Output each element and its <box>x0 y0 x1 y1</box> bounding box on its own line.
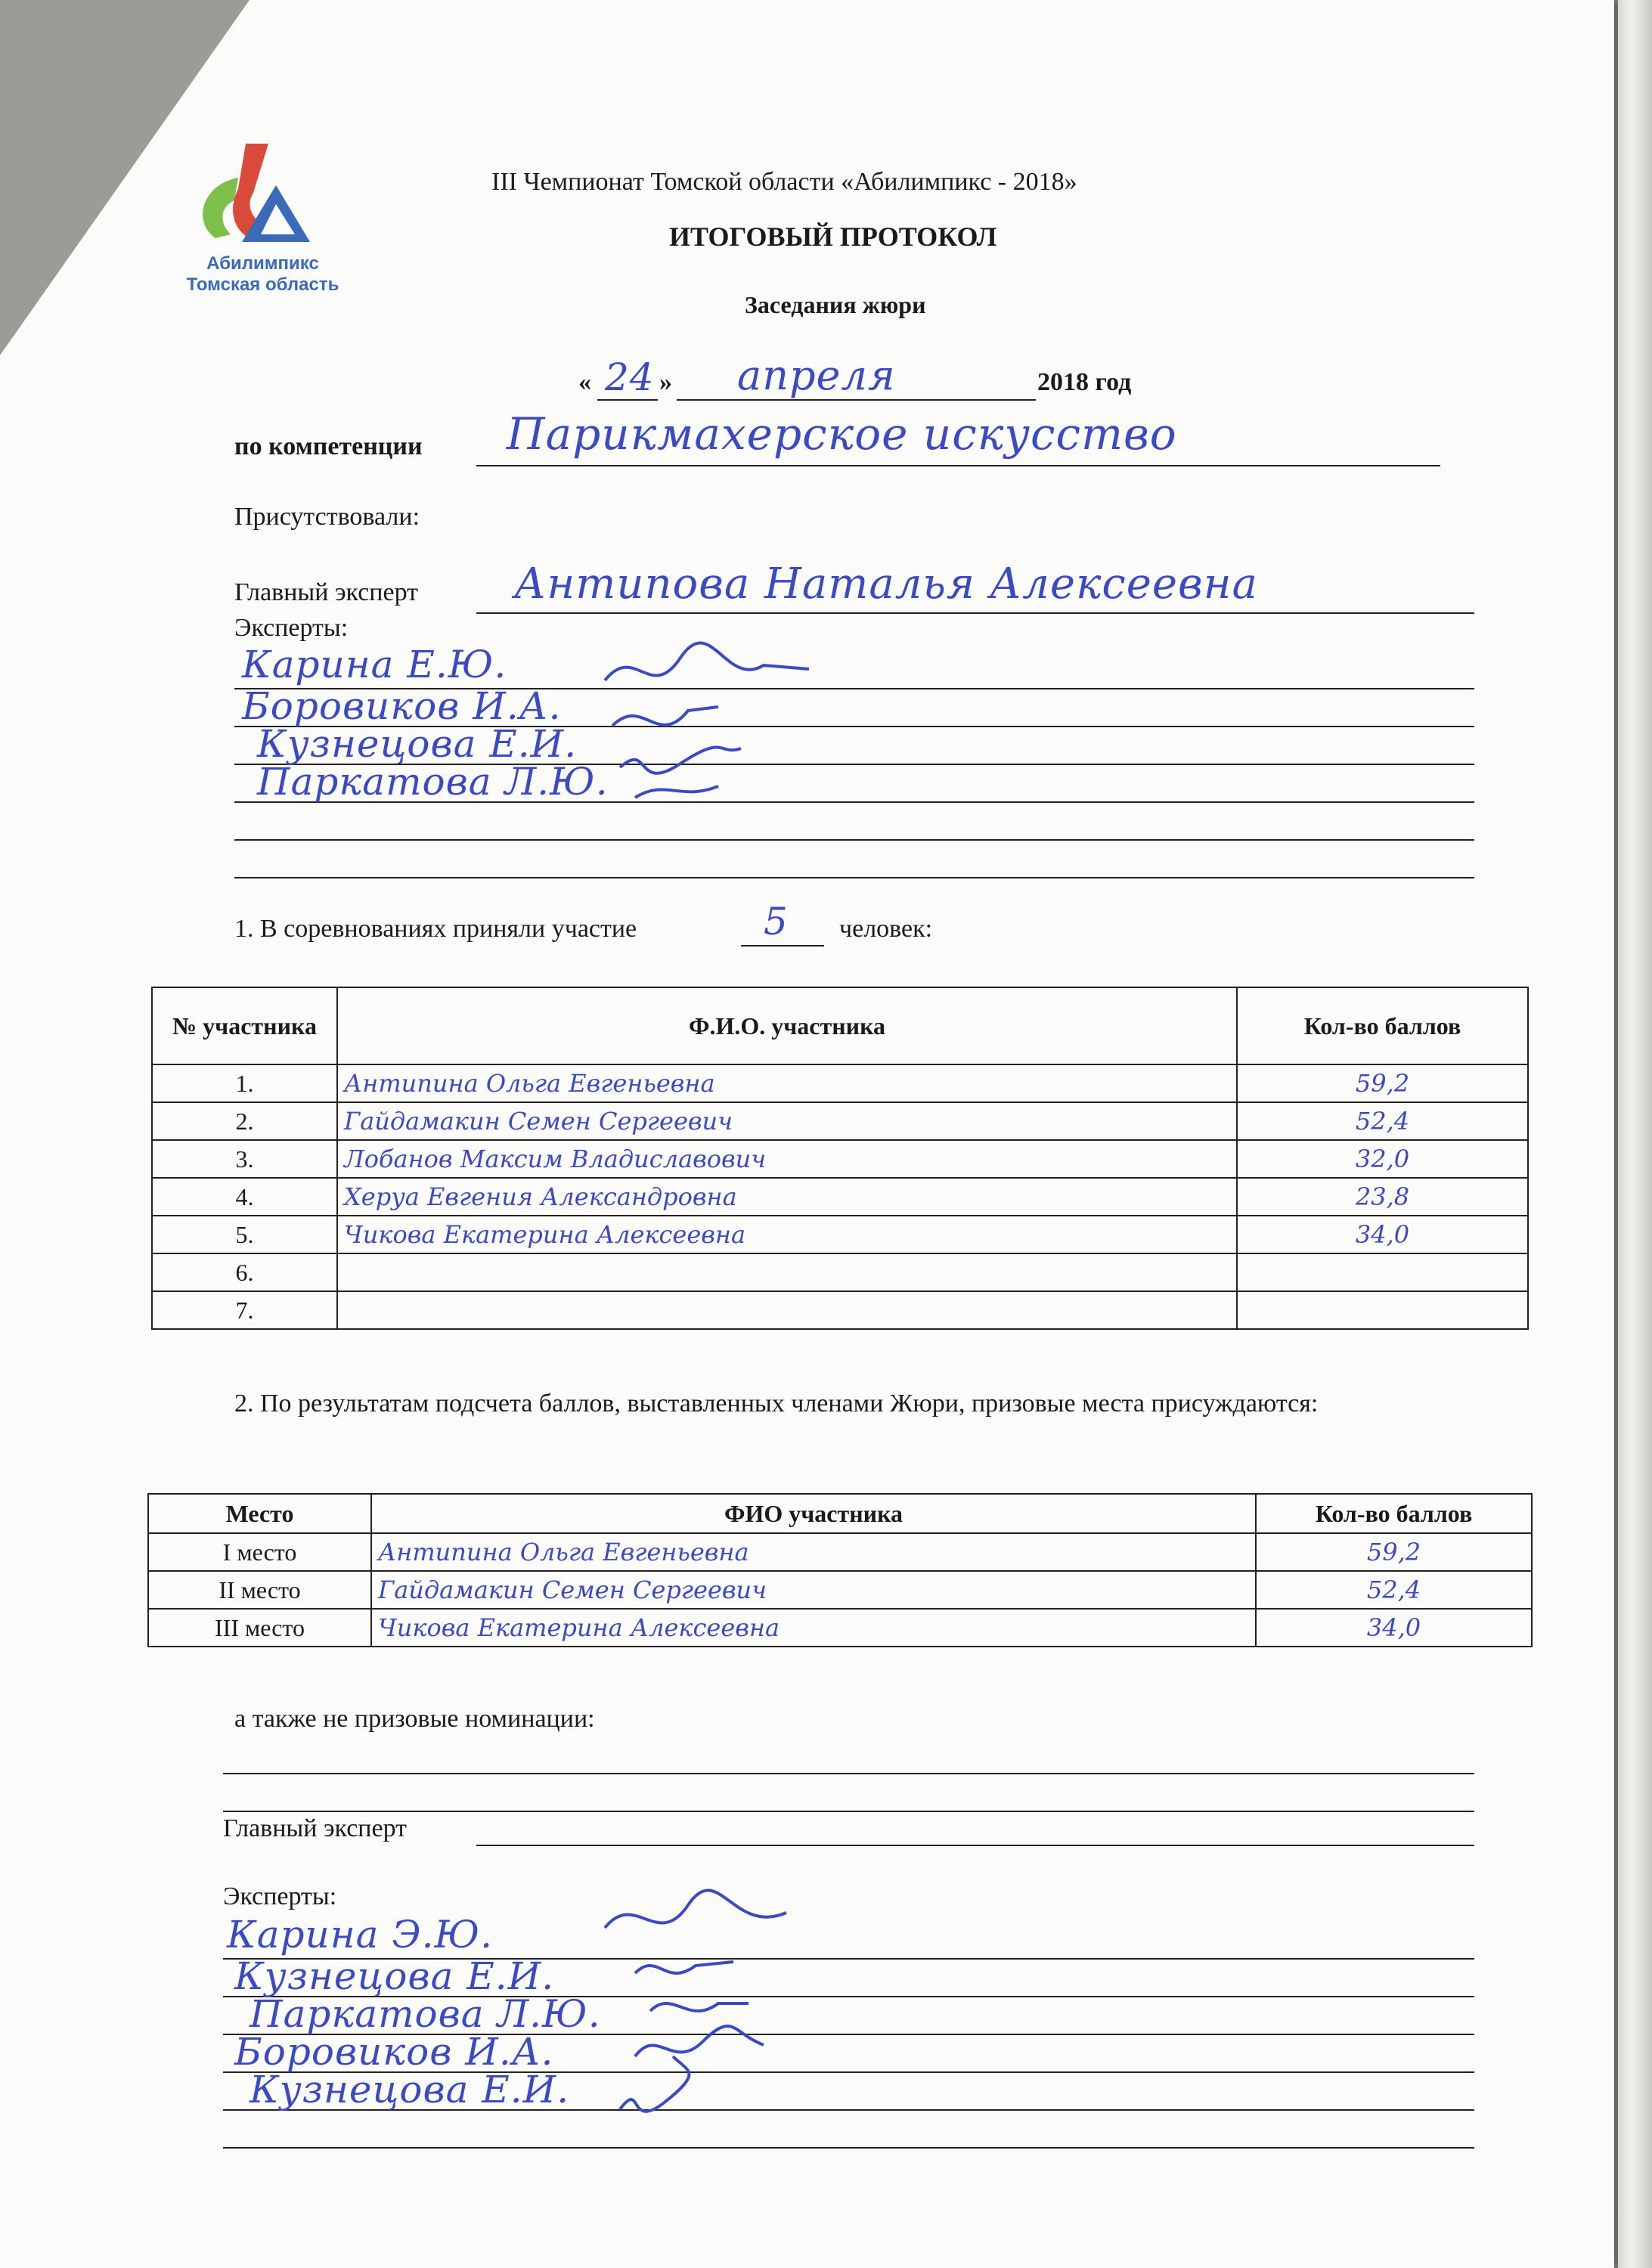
row-name: Антипина Ольга Евгеньевна <box>371 1533 1256 1571</box>
winners-table <box>147 1493 1533 1647</box>
table-row <box>152 1291 1528 1329</box>
footer-expert-name-2: Кузнецова Е.И. <box>234 1954 555 1998</box>
nominations-line-2 <box>223 1811 1474 1812</box>
header-place: Место <box>148 1494 371 1533</box>
table-row <box>152 1253 1528 1291</box>
footer-expert-line-6 <box>223 2147 1474 2149</box>
participants-count-text-after: человек: <box>839 915 933 943</box>
row-number: 7. <box>152 1291 337 1329</box>
row-number: 3. <box>152 1140 337 1178</box>
table-row <box>152 1140 1528 1178</box>
row-place: II место <box>148 1571 371 1609</box>
date-open-quote: « <box>578 368 591 396</box>
footer-expert-signatures <box>590 1882 832 2132</box>
row-name: Лобанов Максим Владиславович <box>337 1140 1237 1178</box>
competence-value: Парикмахерское искусство <box>507 408 1177 460</box>
abilympics-logo-mark <box>163 140 363 253</box>
header-participant-name: Ф.И.О. участника <box>337 987 1237 1064</box>
row-name: Херуа Евгения Александровна <box>337 1178 1237 1216</box>
row-score: 59,2 <box>1237 1064 1528 1102</box>
table-row <box>152 1102 1528 1140</box>
present-label: Присутствовали: <box>234 503 420 531</box>
row-place: III место <box>148 1609 371 1647</box>
table-row <box>148 1533 1532 1571</box>
participants-table <box>151 987 1529 1330</box>
header-participant-score: Кол-во баллов <box>1237 987 1528 1064</box>
row-number: 5. <box>152 1216 337 1253</box>
row-name: Гайдамакин Семен Сергеевич <box>371 1571 1256 1609</box>
row-number: 4. <box>152 1178 337 1216</box>
experts-label: Эксперты: <box>234 614 349 642</box>
competence-line <box>476 465 1440 466</box>
row-score: 34,0 <box>1237 1216 1528 1253</box>
row-name: Гайдамакин Семен Сергеевич <box>337 1102 1237 1140</box>
participants-table-header <box>152 987 1528 1064</box>
chief-expert-line <box>476 612 1474 614</box>
row-name: Чикова Екатерина Алексеевна <box>337 1216 1237 1253</box>
header-winner-score: Кол-во баллов <box>1256 1494 1532 1533</box>
page-edge <box>1618 0 1652 2268</box>
footer-expert-name-3: Паркатова Л.Ю. <box>250 1992 601 2036</box>
row-number: 1. <box>152 1064 337 1102</box>
participants-count-line <box>741 945 824 947</box>
date-day-line <box>597 399 658 401</box>
header-winner-name: ФИО участника <box>371 1494 1256 1533</box>
participants-count-text-before: 1. В соревнованиях приняли участие <box>234 915 637 943</box>
row-name: Чикова Екатерина Алексеевна <box>371 1609 1256 1647</box>
date-month: апреля <box>737 352 896 399</box>
expert-line-6 <box>234 877 1474 878</box>
championship-title: III Чемпионат Томской области «Абилимпикс - 2018» <box>491 168 1077 196</box>
row-score: 23,8 <box>1237 1178 1528 1216</box>
table-row <box>152 1216 1528 1253</box>
footer-expert-name-4: Боровиков И.А. <box>234 2030 554 2074</box>
row-name: Антипина Ольга Евгеньевна <box>337 1064 1237 1102</box>
table-row <box>148 1571 1532 1609</box>
footer-chief-expert-label: Главный эксперт <box>223 1814 407 1842</box>
row-name <box>337 1291 1237 1329</box>
participants-count: 5 <box>764 900 789 943</box>
row-name <box>337 1253 1237 1291</box>
protocol-subtitle: Заседания жюри <box>745 291 926 318</box>
footer-chief-expert-line <box>476 1845 1474 1846</box>
header-participant-number: № участника <box>152 987 337 1064</box>
expert-signatures <box>590 635 832 809</box>
winners-table-header <box>148 1494 1532 1533</box>
expert-name-2: Боровиков И.А. <box>242 684 562 728</box>
row-number: 6. <box>152 1253 337 1291</box>
row-score: 32,0 <box>1237 1140 1528 1178</box>
footer-expert-name-5: Кузнецова Е.И. <box>250 2068 570 2112</box>
row-place: I место <box>148 1533 371 1571</box>
chief-expert-label: Главный эксперт <box>234 578 418 606</box>
footer-experts-label: Эксперты: <box>223 1882 337 1910</box>
table-row <box>152 1064 1528 1102</box>
table-row <box>148 1609 1532 1647</box>
row-score <box>1237 1291 1528 1329</box>
expert-line-5 <box>234 839 1474 841</box>
row-score: 59,2 <box>1256 1533 1532 1571</box>
date-close-quote: » <box>659 368 672 396</box>
competence-label: по компетенции <box>234 432 423 460</box>
row-number: 2. <box>152 1102 337 1140</box>
logo-line-2: Томская область <box>186 274 339 295</box>
logo-line-1: Абилимпикс <box>206 253 319 274</box>
date-day: 24 <box>605 355 655 399</box>
date-month-line <box>677 399 1036 401</box>
expert-name-1: Карина Е.Ю. <box>242 643 507 686</box>
protocol-title: ИТОГОВЫЙ ПРОТОКОЛ <box>669 222 997 252</box>
date-year: 2018 год <box>1037 368 1132 396</box>
row-score: 52,4 <box>1256 1571 1532 1609</box>
row-score: 52,4 <box>1237 1102 1528 1140</box>
abilympics-logo <box>163 140 363 306</box>
footer-expert-name-1: Карина Э.Ю. <box>227 1913 494 1957</box>
chief-expert-value: Антипова Наталья Алексеевна <box>514 559 1258 609</box>
nominations-line-1 <box>223 1773 1474 1774</box>
expert-name-3: Кузнецова Е.И. <box>257 722 578 766</box>
expert-name-4: Паркатова Л.Ю. <box>257 760 609 804</box>
row-score: 34,0 <box>1256 1609 1532 1647</box>
row-score <box>1237 1253 1528 1291</box>
prize-places-text: 2. По результатам подсчета баллов, выставленных членами Жюри, призовые места присуждаются: <box>234 1390 1319 1418</box>
table-row <box>152 1178 1528 1216</box>
non-prize-nominations-label: а также не призовые номинации: <box>234 1705 595 1733</box>
